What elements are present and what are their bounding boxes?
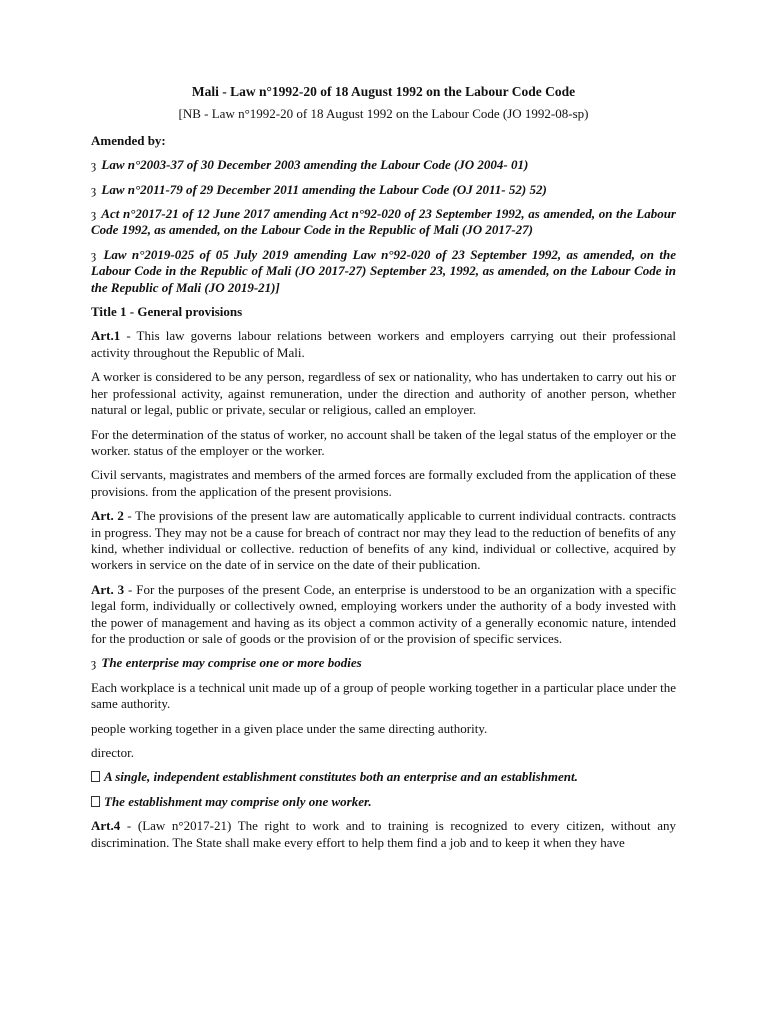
director-paragraph: director.	[91, 745, 134, 760]
one-worker-text: The establishment may comprise only one worker.	[104, 793, 372, 809]
article-2	[91, 508, 676, 574]
amendment-text: Law n°2003-37 of 30 December 2003 amending the Labour Code (JO 2004- 01)	[101, 157, 529, 173]
amendment-text: Act n°2017-21 of 12 June 2017 amending Act n°92-020 of 23 September 1992, as amended, on the Labour Code 1992, as amended, on the Labour Code in the Republic of Mali (JO 2017-27)	[91, 206, 676, 238]
nb-note: [NB - Law n°1992-20 of 18 August 1992 on the Labour Code (JO 1992-08-sp)	[178, 106, 589, 122]
single-establishment-text: A single, independent establishment constitutes both an enterprise and an establishment.	[104, 769, 578, 785]
enterprise-bodies-item	[91, 655, 676, 671]
amendment-text: Law n°2011-79 of 29 December 2011 amending the Labour Code (OJ 2011- 52) 52)	[101, 181, 547, 197]
bullet-glyph-icon: ȝ	[91, 206, 97, 222]
document-page	[91, 84, 676, 859]
amended-by-heading: Amended by:	[91, 132, 166, 148]
bullet-glyph-icon: ȝ	[91, 655, 97, 671]
amendment-item	[91, 206, 676, 239]
worker-status-paragraph: For the determination of the status of worker, no account shall be taken of the legal status of the employer or the worker. status of the employer or the worker.	[91, 426, 676, 458]
amendment-item	[91, 157, 676, 173]
title-1-heading: Title 1 - General provisions	[91, 304, 243, 320]
article-text: - This law governs labour relations between workers and employers carrying out their professional activity throughout the Republic of Mali.	[91, 328, 676, 360]
amendment-item	[91, 182, 676, 198]
bullet-glyph-icon: ȝ	[91, 157, 97, 173]
article-3	[91, 582, 676, 648]
people-paragraph: people working together in a given place under the same directing authority.	[91, 720, 488, 736]
single-establishment-item	[91, 769, 676, 785]
article-1	[91, 328, 676, 361]
worker-definition-paragraph: A worker is considered to be any person, regardless of sex or nationality, who has undertaken to carry out his or her professional activity, against remuneration, under the direction and authority of another person, whether natural or legal, public or private, secular or religious, called an employer.	[91, 369, 676, 418]
workplace-paragraph: Each workplace is a technical unit made up of a group of people working together in a particular place under the same authority.	[91, 679, 676, 712]
article-label: Art.4	[91, 818, 121, 834]
document-title: Mali - Law n°1992-20 of 18 August 1992 on the Labour Code Code	[191, 84, 576, 99]
one-worker-item	[91, 794, 676, 810]
civil-servants-paragraph: Civil servants, magistrates and members of the armed forces are formally excluded from the application of these provisions. from the application of the present provisions.	[91, 467, 676, 499]
bullet-glyph-icon: ȝ	[91, 246, 97, 262]
article-label: Art.1	[91, 328, 121, 344]
missing-glyph-box-icon	[91, 796, 100, 807]
article-text: - For the purposes of the present Code, an enterprise is understood to be an organization with a specific legal form, individually or collectively owned, employing workers under the authority of a body invested with the power of management and having as its object a common activity of a generally economic nature, intended for the production or sale of goods or the provision of or the provision of specific services.	[91, 581, 676, 646]
article-label: Art. 3	[91, 581, 125, 597]
amendment-item	[91, 247, 676, 296]
enterprise-bodies-text: The enterprise may comprise one or more bodies	[101, 655, 362, 671]
bullet-glyph-icon: ȝ	[91, 181, 97, 197]
article-text: - (Law n°2017-21) The right to work and to training is recognized to every citizen, without any discrimination. The State shall make every effort to help them find a job and to keep it when they have	[91, 818, 676, 850]
missing-glyph-box-icon	[91, 771, 100, 782]
article-text: - The provisions of the present law are automatically applicable to current individual contracts. contracts in progress. They may not be a cause for breach of contract nor may they lead to the reduction of benefits of any kind, whether individual or collective. reduction of benefits of any kind, individual or collective, acquired by workers in service on the date of in service on the date of their publication.	[91, 508, 677, 573]
article-label: Art. 2	[91, 508, 124, 524]
article-4	[91, 818, 676, 851]
amendment-text: Law n°2019-025 of 05 July 2019 amending Law n°92-020 of 23 September 1992, as amended, on the Labour Code in the Republic of Mali (JO 2017-27) September 23, 1992, as amended, on the Labour Code in the Republic of Mali (JO 2019-21)]	[91, 246, 676, 295]
